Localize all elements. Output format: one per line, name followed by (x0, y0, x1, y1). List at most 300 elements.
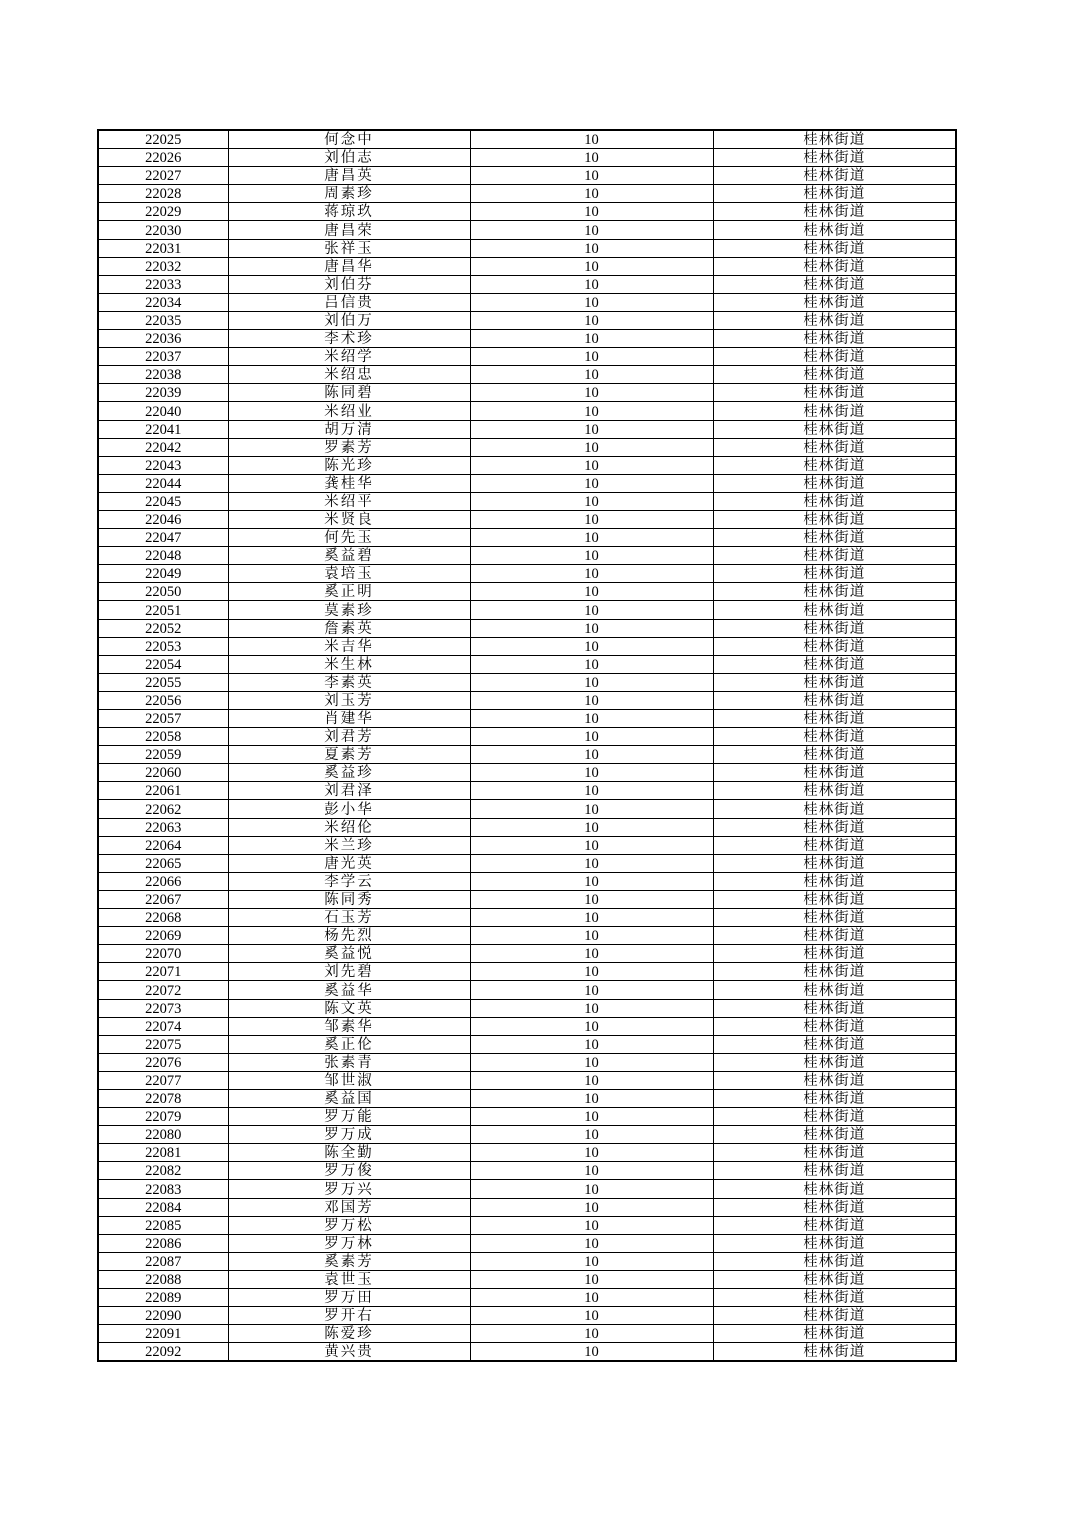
person-name-cell: 罗万兴 (228, 1180, 470, 1198)
district-cell: 桂林街道 (713, 149, 956, 167)
district-cell: 桂林街道 (713, 456, 956, 474)
table-row (98, 764, 956, 782)
person-name-cell: 李术珍 (228, 330, 470, 348)
amount-cell: 10 (470, 854, 713, 872)
row-id-cell: 22072 (98, 981, 228, 999)
person-name-cell: 杨先烈 (228, 927, 470, 945)
district-cell: 桂林街道 (713, 1270, 956, 1288)
district-cell: 桂林街道 (713, 1307, 956, 1325)
amount-cell: 10 (470, 185, 713, 203)
row-id-cell: 22035 (98, 311, 228, 329)
person-name-cell: 米生林 (228, 655, 470, 673)
person-name-cell: 刘伯志 (228, 149, 470, 167)
district-cell: 桂林街道 (713, 384, 956, 402)
table-row (98, 1325, 956, 1343)
district-cell: 桂林街道 (713, 1035, 956, 1053)
table-row (98, 311, 956, 329)
district-cell: 桂林街道 (713, 818, 956, 836)
table-row (98, 691, 956, 709)
district-cell: 桂林街道 (713, 710, 956, 728)
person-name-cell: 邓国芳 (228, 1198, 470, 1216)
person-name-cell: 袁培玉 (228, 565, 470, 583)
district-cell: 桂林街道 (713, 1071, 956, 1089)
amount-cell: 10 (470, 1307, 713, 1325)
table-row (98, 1089, 956, 1107)
person-name-cell: 罗万松 (228, 1216, 470, 1234)
row-id-cell: 22026 (98, 149, 228, 167)
row-id-cell: 22057 (98, 710, 228, 728)
row-id-cell: 22065 (98, 854, 228, 872)
row-id-cell: 22073 (98, 999, 228, 1017)
table-row (98, 655, 956, 673)
district-cell: 桂林街道 (713, 1089, 956, 1107)
row-id-cell: 22075 (98, 1035, 228, 1053)
person-name-cell: 刘伯万 (228, 311, 470, 329)
person-name-cell: 奚正明 (228, 583, 470, 601)
amount-cell: 10 (470, 1053, 713, 1071)
table-row (98, 529, 956, 547)
person-name-cell: 陈爱珍 (228, 1325, 470, 1343)
amount-cell: 10 (470, 1108, 713, 1126)
person-name-cell: 李素英 (228, 673, 470, 691)
district-cell: 桂林街道 (713, 293, 956, 311)
table-row (98, 1180, 956, 1198)
district-cell: 桂林街道 (713, 691, 956, 709)
amount-cell: 10 (470, 420, 713, 438)
amount-cell: 10 (470, 529, 713, 547)
table-row (98, 221, 956, 239)
table-row (98, 565, 956, 583)
person-name-cell: 詹素英 (228, 619, 470, 637)
amount-cell: 10 (470, 890, 713, 908)
district-cell: 桂林街道 (713, 1162, 956, 1180)
row-id-cell: 22046 (98, 510, 228, 528)
district-cell: 桂林街道 (713, 420, 956, 438)
amount-cell: 10 (470, 293, 713, 311)
row-id-cell: 22037 (98, 348, 228, 366)
row-id-cell: 22045 (98, 492, 228, 510)
district-cell: 桂林街道 (713, 402, 956, 420)
district-cell: 桂林街道 (713, 1144, 956, 1162)
amount-cell: 10 (470, 221, 713, 239)
table-row (98, 1126, 956, 1144)
amount-cell: 10 (470, 366, 713, 384)
table-row (98, 293, 956, 311)
amount-cell: 10 (470, 710, 713, 728)
amount-cell: 10 (470, 1071, 713, 1089)
district-cell: 桂林街道 (713, 1252, 956, 1270)
row-id-cell: 22090 (98, 1307, 228, 1325)
district-cell: 桂林街道 (713, 619, 956, 637)
amount-cell: 10 (470, 1162, 713, 1180)
district-cell: 桂林街道 (713, 601, 956, 619)
person-name-cell: 邹素华 (228, 1017, 470, 1035)
district-cell: 桂林街道 (713, 673, 956, 691)
row-id-cell: 22091 (98, 1325, 228, 1343)
person-name-cell: 米吉华 (228, 637, 470, 655)
district-cell: 桂林街道 (713, 872, 956, 890)
person-name-cell: 唐昌英 (228, 167, 470, 185)
district-cell: 桂林街道 (713, 239, 956, 257)
row-id-cell: 22066 (98, 872, 228, 890)
amount-cell: 10 (470, 673, 713, 691)
row-id-cell: 22062 (98, 800, 228, 818)
table-row (98, 1252, 956, 1270)
district-cell: 桂林街道 (713, 782, 956, 800)
row-id-cell: 22032 (98, 257, 228, 275)
table-row (98, 366, 956, 384)
person-name-cell: 罗万林 (228, 1234, 470, 1252)
person-name-cell: 龚桂华 (228, 474, 470, 492)
district-cell: 桂林街道 (713, 529, 956, 547)
person-name-cell: 奚益珍 (228, 764, 470, 782)
amount-cell: 10 (470, 909, 713, 927)
row-id-cell: 22061 (98, 782, 228, 800)
person-name-cell: 刘君泽 (228, 782, 470, 800)
table-row (98, 619, 956, 637)
table-row (98, 438, 956, 456)
table-row (98, 510, 956, 528)
table-row (98, 185, 956, 203)
district-cell: 桂林街道 (713, 1017, 956, 1035)
table-row (98, 1198, 956, 1216)
row-id-cell: 22031 (98, 239, 228, 257)
amount-cell: 10 (470, 1035, 713, 1053)
district-cell: 桂林街道 (713, 547, 956, 565)
row-id-cell: 22030 (98, 221, 228, 239)
row-id-cell: 22042 (98, 438, 228, 456)
table-row (98, 492, 956, 510)
person-name-cell: 石玉芳 (228, 909, 470, 927)
amount-cell: 10 (470, 1126, 713, 1144)
table-row (98, 257, 956, 275)
district-cell: 桂林街道 (713, 764, 956, 782)
person-name-cell: 刘伯芬 (228, 275, 470, 293)
person-name-cell: 唐昌荣 (228, 221, 470, 239)
table-row (98, 710, 956, 728)
person-name-cell: 刘先碧 (228, 963, 470, 981)
table-row (98, 945, 956, 963)
row-id-cell: 22036 (98, 330, 228, 348)
person-name-cell: 陈全勤 (228, 1144, 470, 1162)
person-name-cell: 罗万成 (228, 1126, 470, 1144)
person-name-cell: 罗万俊 (228, 1162, 470, 1180)
amount-cell: 10 (470, 1289, 713, 1307)
row-id-cell: 22059 (98, 746, 228, 764)
district-cell: 桂林街道 (713, 348, 956, 366)
district-cell: 桂林街道 (713, 583, 956, 601)
row-id-cell: 22033 (98, 275, 228, 293)
table-row (98, 1234, 956, 1252)
person-name-cell: 李学云 (228, 872, 470, 890)
table-row (98, 601, 956, 619)
row-id-cell: 22048 (98, 547, 228, 565)
row-id-cell: 22044 (98, 474, 228, 492)
person-name-cell: 奚益悦 (228, 945, 470, 963)
person-name-cell: 胡万清 (228, 420, 470, 438)
table-row (98, 275, 956, 293)
amount-cell: 10 (470, 330, 713, 348)
row-id-cell: 22052 (98, 619, 228, 637)
person-name-cell: 黄兴贵 (228, 1343, 470, 1362)
district-cell: 桂林街道 (713, 963, 956, 981)
amount-cell: 10 (470, 275, 713, 293)
amount-cell: 10 (470, 1144, 713, 1162)
district-cell: 桂林街道 (713, 637, 956, 655)
amount-cell: 10 (470, 384, 713, 402)
district-cell: 桂林街道 (713, 221, 956, 239)
district-cell: 桂林街道 (713, 1126, 956, 1144)
amount-cell: 10 (470, 547, 713, 565)
district-cell: 桂林街道 (713, 909, 956, 927)
amount-cell: 10 (470, 872, 713, 890)
amount-cell: 10 (470, 800, 713, 818)
row-id-cell: 22082 (98, 1162, 228, 1180)
amount-cell: 10 (470, 456, 713, 474)
district-cell: 桂林街道 (713, 167, 956, 185)
row-id-cell: 22085 (98, 1216, 228, 1234)
person-name-cell: 奚素芳 (228, 1252, 470, 1270)
amount-cell: 10 (470, 510, 713, 528)
district-cell: 桂林街道 (713, 510, 956, 528)
district-cell: 桂林街道 (713, 854, 956, 872)
amount-cell: 10 (470, 167, 713, 185)
district-cell: 桂林街道 (713, 890, 956, 908)
district-cell: 桂林街道 (713, 311, 956, 329)
row-id-cell: 22074 (98, 1017, 228, 1035)
amount-cell: 10 (470, 203, 713, 221)
table-row (98, 330, 956, 348)
table-row (98, 818, 956, 836)
person-name-cell: 米贤良 (228, 510, 470, 528)
amount-cell: 10 (470, 1252, 713, 1270)
table-row (98, 1053, 956, 1071)
amount-cell: 10 (470, 348, 713, 366)
amount-cell: 10 (470, 257, 713, 275)
district-cell: 桂林街道 (713, 1180, 956, 1198)
district-cell: 桂林街道 (713, 185, 956, 203)
table-row (98, 420, 956, 438)
amount-cell: 10 (470, 1180, 713, 1198)
table-row (98, 456, 956, 474)
person-name-cell: 奚正伦 (228, 1035, 470, 1053)
table-row (98, 1108, 956, 1126)
amount-cell: 10 (470, 583, 713, 601)
table-row (98, 728, 956, 746)
table-row (98, 402, 956, 420)
person-name-cell: 米绍业 (228, 402, 470, 420)
table-row (98, 1162, 956, 1180)
row-id-cell: 22054 (98, 655, 228, 673)
amount-cell: 10 (470, 492, 713, 510)
person-name-cell: 唐光英 (228, 854, 470, 872)
amount-cell: 10 (470, 311, 713, 329)
row-id-cell: 22040 (98, 402, 228, 420)
amount-cell: 10 (470, 836, 713, 854)
person-name-cell: 刘君芳 (228, 728, 470, 746)
amount-cell: 10 (470, 963, 713, 981)
table-row (98, 1270, 956, 1288)
row-id-cell: 22083 (98, 1180, 228, 1198)
table-row (98, 1071, 956, 1089)
person-name-cell: 奚益国 (228, 1089, 470, 1107)
district-cell: 桂林街道 (713, 492, 956, 510)
district-cell: 桂林街道 (713, 366, 956, 384)
district-cell: 桂林街道 (713, 655, 956, 673)
amount-cell: 10 (470, 764, 713, 782)
district-cell: 桂林街道 (713, 438, 956, 456)
district-cell: 桂林街道 (713, 746, 956, 764)
table-row (98, 167, 956, 185)
district-cell: 桂林街道 (713, 836, 956, 854)
table-row (98, 746, 956, 764)
person-name-cell: 罗万田 (228, 1289, 470, 1307)
person-name-cell: 张素青 (228, 1053, 470, 1071)
person-name-cell: 米绍平 (228, 492, 470, 510)
district-cell: 桂林街道 (713, 203, 956, 221)
table-row (98, 1144, 956, 1162)
row-id-cell: 22067 (98, 890, 228, 908)
district-cell: 桂林街道 (713, 800, 956, 818)
row-id-cell: 22078 (98, 1089, 228, 1107)
table-row (98, 963, 956, 981)
amount-cell: 10 (470, 601, 713, 619)
amount-cell: 10 (470, 1198, 713, 1216)
table-row (98, 1035, 956, 1053)
row-id-cell: 22034 (98, 293, 228, 311)
amount-cell: 10 (470, 474, 713, 492)
table-row (98, 149, 956, 167)
district-cell: 桂林街道 (713, 1198, 956, 1216)
table-row (98, 1216, 956, 1234)
row-id-cell: 22081 (98, 1144, 228, 1162)
person-name-cell: 蒋琼玖 (228, 203, 470, 221)
table-row (98, 927, 956, 945)
person-name-cell: 罗素芳 (228, 438, 470, 456)
row-id-cell: 22028 (98, 185, 228, 203)
table-row (98, 1307, 956, 1325)
district-cell: 桂林街道 (713, 927, 956, 945)
table-row (98, 782, 956, 800)
row-id-cell: 22064 (98, 836, 228, 854)
amount-cell: 10 (470, 999, 713, 1017)
amount-cell: 10 (470, 1216, 713, 1234)
table-row (98, 981, 956, 999)
row-id-cell: 22089 (98, 1289, 228, 1307)
row-id-cell: 22039 (98, 384, 228, 402)
person-name-cell: 陈同秀 (228, 890, 470, 908)
row-id-cell: 22070 (98, 945, 228, 963)
row-id-cell: 22060 (98, 764, 228, 782)
district-cell: 桂林街道 (713, 1234, 956, 1252)
row-id-cell: 22029 (98, 203, 228, 221)
person-name-cell: 唐昌华 (228, 257, 470, 275)
district-cell: 桂林街道 (713, 1289, 956, 1307)
amount-cell: 10 (470, 619, 713, 637)
row-id-cell: 22076 (98, 1053, 228, 1071)
row-id-cell: 22027 (98, 167, 228, 185)
amount-cell: 10 (470, 239, 713, 257)
person-name-cell: 何先玉 (228, 529, 470, 547)
amount-cell: 10 (470, 818, 713, 836)
row-id-cell: 22055 (98, 673, 228, 691)
table-row (98, 1017, 956, 1035)
row-id-cell: 22056 (98, 691, 228, 709)
amount-cell: 10 (470, 691, 713, 709)
row-id-cell: 22050 (98, 583, 228, 601)
table-row (98, 872, 956, 890)
person-name-cell: 袁世玉 (228, 1270, 470, 1288)
district-cell: 桂林街道 (713, 1343, 956, 1362)
row-id-cell: 22088 (98, 1270, 228, 1288)
amount-cell: 10 (470, 1343, 713, 1362)
district-cell: 桂林街道 (713, 257, 956, 275)
row-id-cell: 22043 (98, 456, 228, 474)
district-cell: 桂林街道 (713, 999, 956, 1017)
person-name-cell: 肖建华 (228, 710, 470, 728)
person-name-cell: 彭小华 (228, 800, 470, 818)
row-id-cell: 22080 (98, 1126, 228, 1144)
amount-cell: 10 (470, 1089, 713, 1107)
district-cell: 桂林街道 (713, 1108, 956, 1126)
table-row (98, 583, 956, 601)
table-row (98, 890, 956, 908)
district-cell: 桂林街道 (713, 275, 956, 293)
table-row (98, 854, 956, 872)
amount-cell: 10 (470, 1270, 713, 1288)
table-row (98, 547, 956, 565)
amount-cell: 10 (470, 149, 713, 167)
amount-cell: 10 (470, 637, 713, 655)
person-name-cell: 米绍忠 (228, 366, 470, 384)
amount-cell: 10 (470, 438, 713, 456)
table-row (98, 1289, 956, 1307)
row-id-cell: 22087 (98, 1252, 228, 1270)
person-name-cell: 米绍学 (228, 348, 470, 366)
row-id-cell: 22047 (98, 529, 228, 547)
person-name-cell: 奚益华 (228, 981, 470, 999)
person-name-cell: 米绍伦 (228, 818, 470, 836)
amount-cell: 10 (470, 1017, 713, 1035)
table-row (98, 384, 956, 402)
roster-body (98, 130, 956, 1361)
table-row (98, 800, 956, 818)
row-id-cell: 22041 (98, 420, 228, 438)
district-cell: 桂林街道 (713, 728, 956, 746)
row-id-cell: 22049 (98, 565, 228, 583)
person-name-cell: 吕信贵 (228, 293, 470, 311)
district-cell: 桂林街道 (713, 474, 956, 492)
district-cell: 桂林街道 (713, 330, 956, 348)
person-name-cell: 夏素芳 (228, 746, 470, 764)
row-id-cell: 22038 (98, 366, 228, 384)
row-id-cell: 22086 (98, 1234, 228, 1252)
person-name-cell: 陈同碧 (228, 384, 470, 402)
row-id-cell: 22077 (98, 1071, 228, 1089)
person-name-cell: 邹世淑 (228, 1071, 470, 1089)
person-name-cell: 刘玉芳 (228, 691, 470, 709)
district-cell: 桂林街道 (713, 1216, 956, 1234)
district-cell: 桂林街道 (713, 981, 956, 999)
table-row (98, 836, 956, 854)
table-row (98, 637, 956, 655)
person-name-cell: 米兰珍 (228, 836, 470, 854)
person-name-cell: 莫素珍 (228, 601, 470, 619)
district-cell: 桂林街道 (713, 1053, 956, 1071)
table-row (98, 474, 956, 492)
table-row (98, 673, 956, 691)
amount-cell: 10 (470, 728, 713, 746)
